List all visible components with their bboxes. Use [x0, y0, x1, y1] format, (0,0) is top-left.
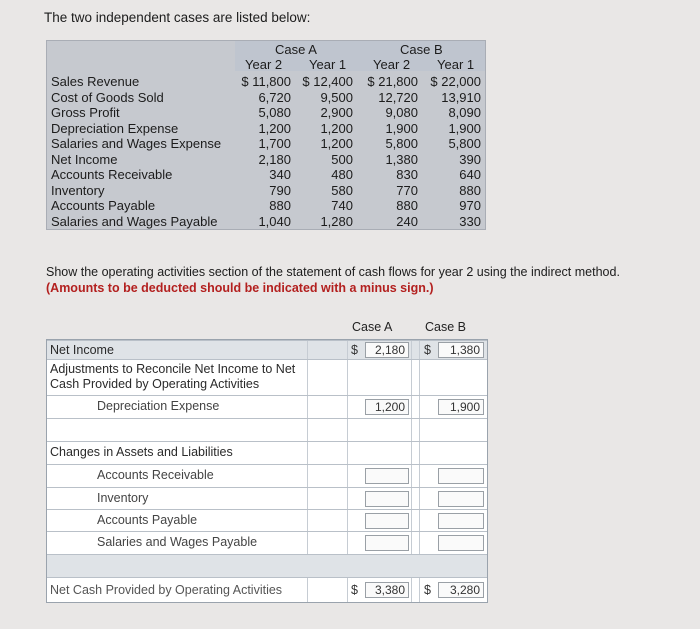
table-cell: 2,180 [258, 151, 291, 167]
table-cell: 9,080 [385, 105, 418, 120]
salaries-payable-label: Salaries and Wages Payable [97, 535, 258, 549]
table-cell: 970 [459, 198, 481, 213]
table-cell: 1,280 [320, 213, 353, 229]
table-cell: 1,200 [320, 136, 353, 151]
table-cell: 5,080 [258, 105, 291, 120]
table-cell: 5,800 [448, 136, 481, 151]
currency-symbol: $ [351, 583, 358, 597]
net-income-case-b-input[interactable]: 1,380 [438, 342, 484, 358]
grid-spacer-band [47, 554, 487, 577]
table-cell: 580 [331, 182, 353, 198]
accounts-receivable-case-b-input[interactable] [438, 468, 484, 484]
net-income-label: Net Income [50, 343, 114, 357]
table-cell: 1,700 [258, 136, 291, 151]
table-cell: 2,900 [320, 105, 353, 120]
instruction-text [46, 264, 620, 296]
instruction-note: (Amounts to be deducted should be indicated with a minus sign.) [46, 281, 434, 295]
table-row-label: Salaries and Wages Payable [51, 213, 218, 229]
table-cell: 880 [459, 182, 481, 198]
net-cash-label: Net Cash Provided by Operating Activities [50, 583, 283, 597]
table-row-label: Sales Revenue [51, 74, 140, 89]
table-cell: 1,200 [258, 120, 291, 136]
table-row-label: Cost of Goods Sold [51, 89, 164, 105]
table-cell: 1,200 [320, 120, 353, 136]
table-cell: 790 [269, 182, 291, 198]
answer-case-b-header: Case B [425, 320, 466, 334]
salaries-payable-case-b-input[interactable] [438, 535, 484, 551]
year-header: Year 1 [309, 57, 347, 72]
table-cell: 12,720 [378, 89, 418, 105]
table-cell: $ 22,000 [430, 74, 481, 89]
year-header: Year 2 [245, 57, 283, 72]
table-row-label: Inventory [51, 182, 105, 198]
table-cell: 500 [331, 151, 353, 167]
table-cell: 9,500 [320, 89, 353, 105]
table-cell: 880 [396, 198, 418, 213]
table-cell: 880 [269, 198, 291, 213]
table-cell: 770 [396, 182, 418, 198]
intro-text: The two independent cases are listed below: [44, 10, 311, 25]
net-cash-case-b-input[interactable]: 3,280 [438, 582, 484, 598]
table-cell: $ 12,400 [302, 74, 353, 89]
table-cell: 640 [459, 167, 481, 182]
table-cell: 8,090 [448, 105, 481, 120]
table-cell: 740 [331, 198, 353, 213]
adjustments-label-cont: Cash Provided by Operating Activities [50, 377, 260, 391]
year-header: Year 1 [437, 57, 475, 72]
answer-grid [46, 339, 488, 603]
accounts-payable-label: Accounts Payable [97, 513, 198, 527]
table-row-label: Depreciation Expense [51, 120, 179, 136]
table-cell: $ 11,800 [241, 74, 291, 89]
table-cell: 330 [459, 213, 481, 229]
table-cell: 340 [269, 167, 291, 182]
table-cell: 5,800 [385, 136, 418, 151]
salaries-payable-case-a-input[interactable] [365, 535, 409, 551]
table-row-label: Gross Profit [51, 105, 120, 120]
accounts-payable-case-a-input[interactable] [365, 513, 409, 529]
currency-symbol: $ [424, 343, 431, 357]
currency-symbol: $ [424, 583, 431, 597]
adjustments-label: Adjustments to Reconcile Net Income to Net [50, 362, 296, 376]
changes-label: Changes in Assets and Liabilities [50, 445, 233, 459]
table-cell: 830 [396, 167, 418, 182]
inventory-label: Inventory [97, 491, 149, 505]
depreciation-case-b-input[interactable]: 1,900 [438, 399, 484, 415]
accounts-payable-case-b-input[interactable] [438, 513, 484, 529]
table-cell: 1,900 [448, 120, 481, 136]
net-cash-case-a-input[interactable]: 3,380 [365, 582, 409, 598]
table-cell: 1,040 [258, 213, 291, 229]
table-cell: 6,720 [258, 89, 291, 105]
instruction-line: Show the operating activities section of the statement of cash flows for year 2 using the indirect method. [46, 265, 620, 279]
currency-symbol: $ [351, 343, 358, 357]
table-cell: 390 [459, 151, 481, 167]
case-b-header: Case B [400, 42, 443, 57]
inventory-case-b-input[interactable] [438, 491, 484, 507]
accounts-receivable-case-a-input[interactable] [365, 468, 409, 484]
depreciation-label: Depreciation Expense [97, 399, 220, 413]
case-data-table [46, 40, 486, 230]
table-row-label: Net Income [51, 151, 118, 167]
table-cell: 1,900 [385, 120, 418, 136]
table-cell: $ 21,800 [367, 74, 418, 89]
year-header: Year 2 [373, 57, 411, 72]
answer-case-a-header: Case A [352, 320, 393, 334]
table-row-label: Accounts Receivable [51, 167, 173, 182]
net-income-case-a-input[interactable]: 2,180 [365, 342, 409, 358]
table-cell: 240 [396, 213, 418, 229]
table-row-label: Salaries and Wages Expense [51, 136, 222, 151]
table-row-label: Accounts Payable [51, 198, 156, 213]
table-cell: 480 [331, 167, 353, 182]
table-cell: 13,910 [441, 89, 481, 105]
inventory-case-a-input[interactable] [365, 491, 409, 507]
depreciation-case-a-input[interactable]: 1,200 [365, 399, 409, 415]
table-cell: 1,380 [385, 151, 418, 167]
accounts-receivable-label: Accounts Receivable [97, 468, 214, 482]
case-a-header: Case A [275, 42, 317, 57]
